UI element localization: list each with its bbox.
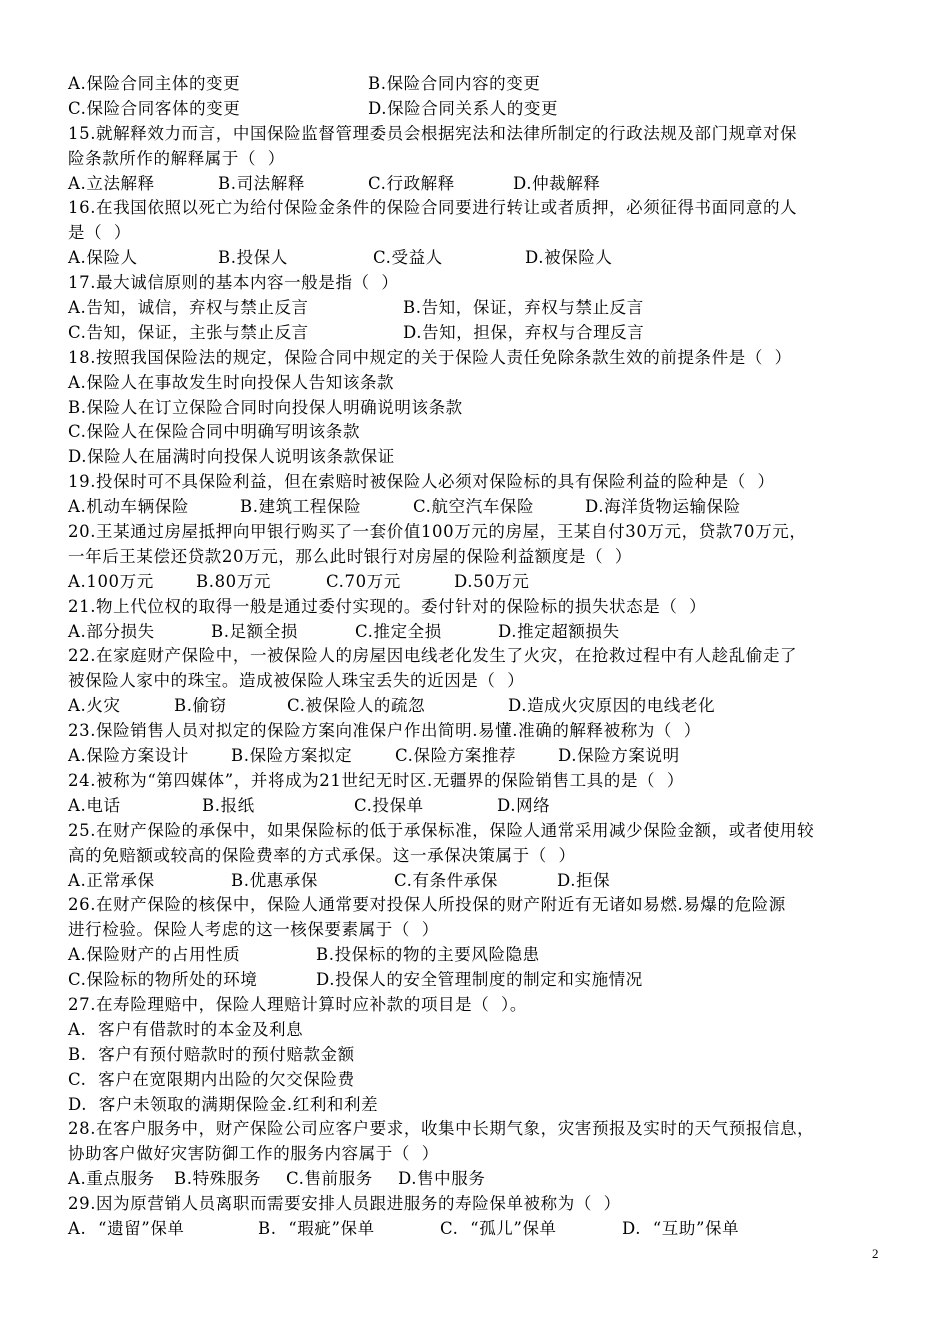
option-text: C.行政解释 xyxy=(368,173,455,193)
text-line: 19.投保时可不具保险利益，但在索赔时被保险人必须对保险标的具有保险利益的险种是（ ） xyxy=(68,472,775,492)
option-text: D.仲裁解释 xyxy=(513,173,601,193)
option-text: C.航空汽车保险 xyxy=(413,497,535,517)
option-text: C. “孤儿”保单 xyxy=(440,1218,557,1238)
option-text: D.海洋货物运输保险 xyxy=(585,497,741,517)
text-line: 15.就解释效力而言，中国保险监督管理委员会根据宪法和法律所制定的行政法规及部门规章对保 xyxy=(68,123,798,143)
option-text: B.足额全损 xyxy=(211,621,298,641)
text-line: A.保险人在事故发生时向投保人告知该条款 xyxy=(68,372,395,392)
text-line: 29.因为原营销人员离职而需要安排人员跟进服务的寿险保单被称为（ ） xyxy=(68,1194,621,1214)
option-text: D.50万元 xyxy=(454,571,530,591)
option-text: A.保险合同主体的变更 xyxy=(68,74,241,93)
text-line: 进行检验。保险人考虑的这一核保要素属于（ ） xyxy=(68,920,439,940)
options-line xyxy=(68,968,888,993)
options-line xyxy=(68,943,888,968)
text-line: 26.在财产保险的核保中，保险人通常要对投保人所投保的财产附近有无诸如易燃.易爆的危险源 xyxy=(68,895,786,915)
option-text: C.70万元 xyxy=(326,571,401,591)
option-text: D.保险方案说明 xyxy=(558,746,680,766)
text-line: B. 客户有预付赔款时的预付赔款金额 xyxy=(68,1044,355,1064)
text-line: 24.被称为“第四媒体”，并将成为21世纪无时区.无疆界的保险销售工具的是（ ） xyxy=(68,770,684,790)
text-line: 高的免赔额或较高的保险费率的方式承保。这一承保决策属于（ ） xyxy=(68,845,576,865)
text-line: C. 客户在宽限期内出险的欠交保险费 xyxy=(68,1069,355,1089)
option-text: C.告知，保证，主张与禁止反言 xyxy=(68,322,309,342)
text-line: 25.在财产保险的承保中，如果保险标的低于承保标准，保险人通常采用减少保险金额，或者使用较 xyxy=(68,820,815,840)
option-text: B. “瑕疵”保单 xyxy=(258,1218,375,1238)
option-text: D.推定超额损失 xyxy=(498,621,620,641)
option-text: B.保险合同内容的变更 xyxy=(368,74,541,93)
option-text: A.电话 xyxy=(68,795,121,815)
option-text: B.告知，保证，弃权与禁止反言 xyxy=(403,298,644,318)
options-line xyxy=(68,794,888,819)
text-line: 28.在客户服务中，财产保险公司应客户要求，收集中长期气象，灾害预报及实时的天气预报信息， xyxy=(68,1119,815,1139)
text-line: C.保险人在保险合同中明确写明该条款 xyxy=(68,422,361,442)
options-line xyxy=(68,246,888,271)
options-line xyxy=(68,172,888,197)
options-line xyxy=(68,694,888,719)
option-text: D.保险合同关系人的变更 xyxy=(368,98,559,118)
option-text: A.保险人 xyxy=(68,248,138,268)
option-text: D.投保人的安全管理制度的制定和实施情况 xyxy=(316,970,643,990)
text-line: 18.按照我国保险法的规定，保险合同中规定的关于保险人责任免除条款生效的前提条件是（ ） xyxy=(68,347,792,367)
options-line xyxy=(68,321,888,346)
text-line: 险条款所作的解释属于（ ） xyxy=(68,148,285,168)
text-line: A. 客户有借款时的本金及利息 xyxy=(68,1019,304,1039)
options-line xyxy=(68,869,888,894)
option-text: D.告知，担保，弃权与合理反言 xyxy=(403,322,645,342)
option-text: B.建筑工程保险 xyxy=(240,497,362,517)
option-text: B.司法解释 xyxy=(218,173,305,193)
options-line xyxy=(68,1217,888,1242)
text-line: 17.最大诚信原则的基本内容一般是指（ ） xyxy=(68,273,399,293)
option-text: C.保险合同客体的变更 xyxy=(68,98,241,118)
options-line xyxy=(68,97,888,122)
page-number: 2 xyxy=(872,1246,879,1261)
option-text: C.保险标的物所处的环境 xyxy=(68,970,258,990)
option-text: B.80万元 xyxy=(196,571,271,591)
text-line: 27.在寿险理赔中，保险人理赔计算时应补款的项目是（ ）。 xyxy=(68,994,527,1014)
option-text: C.有条件承保 xyxy=(394,870,498,890)
option-text: B.保险方案拟定 xyxy=(231,746,353,766)
text-line: 22.在家庭财产保险中，一被保险人的房屋因电线老化发生了火灾，在抢救过程中有人趁乱偷走了 xyxy=(68,646,798,666)
text-line: 一年后王某偿还贷款20万元，那么此时银行对房屋的保险利益额度是（ ） xyxy=(68,546,632,566)
option-text: A.保险方案设计 xyxy=(68,746,189,766)
option-text: A. “遗留”保单 xyxy=(68,1218,185,1238)
option-text: D.拒保 xyxy=(557,870,611,890)
options-line xyxy=(68,72,888,97)
text-line: B.保险人在订立保险合同时向投保人明确说明该条款 xyxy=(68,397,463,417)
options-line xyxy=(68,620,888,645)
options-line xyxy=(68,296,888,321)
options-line xyxy=(68,744,888,769)
option-text: A.保险财产的占用性质 xyxy=(68,945,241,965)
option-text: D. “互助”保单 xyxy=(622,1218,740,1238)
option-text: A.重点服务 xyxy=(68,1169,155,1189)
options-line xyxy=(68,1167,888,1192)
text-line: 是（ ） xyxy=(68,223,131,243)
option-text: C.保险方案推荐 xyxy=(395,746,517,766)
option-text: A.部分损失 xyxy=(68,621,155,641)
option-text: A.100万元 xyxy=(68,571,154,591)
option-text: A.火灾 xyxy=(68,696,121,716)
option-text: B.投保人 xyxy=(218,248,288,268)
text-line: 21.物上代位权的取得一般是通过委付实现的。委付针对的保险标的损失状态是（ ） xyxy=(68,596,707,616)
option-text: C.售前服务 xyxy=(286,1169,373,1189)
option-text: A.立法解释 xyxy=(68,173,155,193)
text-line: 协助客户做好灾害防御工作的服务内容属于（ ） xyxy=(68,1144,439,1164)
option-text: C.推定全损 xyxy=(355,621,442,641)
options-line xyxy=(68,570,888,595)
options-line xyxy=(68,495,888,520)
option-text: D.造成火灾原因的电线老化 xyxy=(508,696,716,716)
text-line: 16.在我国依照以死亡为给付保险金条件的保险合同要进行转让或者质押，必须征得书面同意的人 xyxy=(68,198,798,218)
text-line: 23.保险销售人员对拟定的保险方案向准保户作出简明.易懂.准确的解释被称为（ ） xyxy=(68,721,701,741)
text-line: 被保险人家中的珠宝。造成被保险人珠宝丢失的近因是（ ） xyxy=(68,671,525,691)
option-text: B.偷窃 xyxy=(174,696,227,716)
option-text: D.被保险人 xyxy=(525,248,613,268)
text-line: 20.王某通过房屋抵押向甲银行购买了一套价值100万元的房屋，王某自付30万元，贷款70万元， xyxy=(68,522,807,542)
option-text: A.正常承保 xyxy=(68,870,155,890)
option-text: C.投保单 xyxy=(354,795,424,815)
option-text: D.网络 xyxy=(497,795,551,815)
text-line: D.保险人在届满时向投保人说明该条款保证 xyxy=(68,447,395,467)
option-text: A.机动车辆保险 xyxy=(68,497,189,517)
option-text: B.优惠承保 xyxy=(231,870,318,890)
option-text: B.报纸 xyxy=(202,795,255,815)
option-text: B.投保标的物的主要风险隐患 xyxy=(316,945,540,965)
text-line: D. 客户未领取的满期保险金.红利和利差 xyxy=(68,1094,379,1114)
option-text: A.告知，诚信，弃权与禁止反言 xyxy=(68,298,309,318)
option-text: D.售中服务 xyxy=(398,1169,486,1189)
option-text: C.被保险人的疏忽 xyxy=(287,696,426,716)
option-text: C.受益人 xyxy=(373,248,443,268)
document-page xyxy=(68,72,888,1242)
option-text: B.特殊服务 xyxy=(174,1169,261,1189)
